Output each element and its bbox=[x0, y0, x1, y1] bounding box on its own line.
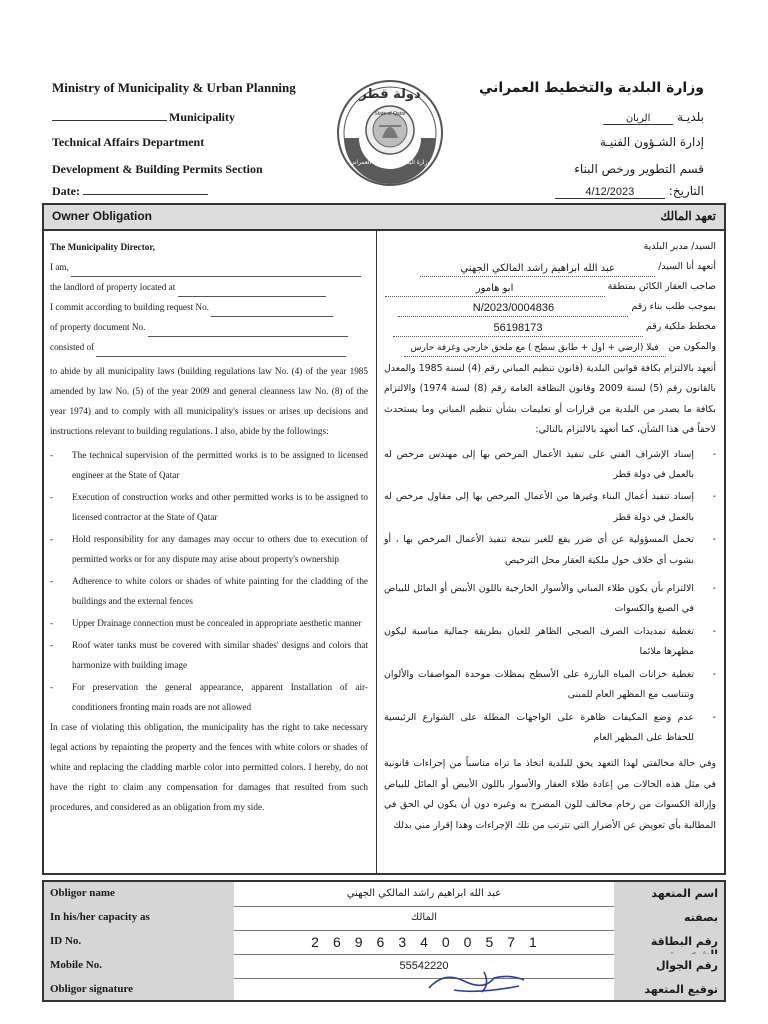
mobile-row bbox=[44, 954, 724, 979]
consisted-value-ar: فيلا (ارضي + اول + طابق سطح ) مع ملحق خارجي وغرفة حارس bbox=[404, 341, 666, 357]
signature-label-ar: توقيع المتعهد bbox=[614, 978, 724, 1000]
ministry-name-en: Ministry of Municipality & Urban Planning bbox=[52, 80, 296, 95]
seal-inner-text: State of Qatar bbox=[374, 111, 406, 117]
date-line-ar: التاريخ:4/12/2023 bbox=[555, 184, 704, 199]
obligor-name-label-ar: اسم المتعهد bbox=[614, 882, 724, 906]
seal-top-text: دولة قطر bbox=[359, 87, 421, 102]
list-item: - الالتزام بأن يكون طلاء المباني والأسوار الخارجية باللون الأبيض أو المائل للبياض في الصبغ والكسوات bbox=[384, 583, 716, 615]
list-item: - تحمل المسؤولية عن أي ضرر يقع للغير نتيجة تنفيذ الأعمال المرخص بها ، أو نشوب أي خلاف حول ملكية العقار محل الترخيص bbox=[384, 534, 716, 566]
date-blank bbox=[83, 194, 208, 195]
seal-bottom-text: وزارة البلدية والتخطيط العمراني bbox=[349, 159, 431, 166]
commit-line-en: I commit according to building request No. bbox=[50, 297, 368, 317]
department-ar: إدارة الشـؤون الفنيـة bbox=[600, 135, 704, 149]
consisted-line-en: consisted of bbox=[50, 337, 368, 357]
list-item: - Hold responsibility for any damages may occur to others due to execution of permitted works or for any dispute may arise about property's ownership bbox=[50, 534, 368, 564]
request-line-ar: بموجب طلب بناء رقم N/2023/0004836 bbox=[384, 297, 716, 317]
document-line-en: of property document No. bbox=[50, 317, 368, 337]
municipality-line-en: Municipality bbox=[52, 110, 235, 125]
capacity-value: المالك bbox=[410, 912, 438, 923]
state-seal-logo bbox=[335, 78, 445, 188]
obligor-name-row bbox=[44, 882, 724, 907]
obligation-closing-ar: وفي حالة مخالفتي لهذا التعهد يحق للبلدية اتخاذ ما تراه مناسباً من إجراءات قانونية في مثل هذه الحالات من إعادة طلاء العقار والأسوار باللون الأبيض أو المائل للبياض وإزالة الكسوات من رخام مخالف للون المصرح به وغيره دون أن يكون لي الحق في المطالبة بأي تعويض عن الأضرار التي تترتب من تلك الإجراءات وهذا إقرار مني بذلك bbox=[384, 758, 716, 831]
obligation-closing-en: In case of violating this obligation, the municipality has the right to take necessary legal actions by repainting the property and the fences with white colors or shades of white and replacing the cladding marble color into permitted colors. I hereby, do not have the right to claim any compensation for damages that resulted from such procedures, and considered as an obligation from my side. bbox=[50, 722, 368, 812]
mobile-label-ar: رقم الجوال bbox=[614, 954, 724, 978]
landlord-line-en: the landlord of property located at bbox=[50, 277, 368, 297]
date-value-ar: 4/12/2023 bbox=[555, 186, 665, 199]
capacity-row bbox=[44, 906, 724, 931]
capacity-label-en: In his/her capacity as bbox=[44, 906, 234, 930]
mobile-label-en: Mobile No. bbox=[44, 954, 234, 978]
list-item: - تغطية خزانات المياه البارزة على الأسطح بمظلات موحدة المواصفات والألوان وتتناسب مع المظهر العام للمبنى bbox=[384, 668, 716, 701]
obligation-items-en bbox=[50, 445, 368, 717]
column-divider bbox=[376, 231, 377, 875]
obligation-items-ar bbox=[384, 445, 716, 749]
department-en: Technical Affairs Department bbox=[52, 135, 205, 149]
list-item: - The technical supervision of the permitted works is to be assigned to licensed engineer at the State of Qatar bbox=[50, 450, 368, 480]
list-item: - Upper Drainage connection must be concealed in appropriate aesthetic manner bbox=[50, 618, 362, 628]
list-item: - تغطية تمديدات الصرف الصحي الظاهر للعيان بطريقة جمالية مناسبة ليكون مظهرها ملائما bbox=[384, 625, 716, 658]
owner-name-value-ar: عبد الله ابراهيم راشد المالكي الجهني bbox=[420, 261, 655, 277]
request-number-value: N/2023/0004836 bbox=[398, 301, 628, 317]
consisted-line-ar: والمكون من فيلا (ارضي + اول + طابق سطح ) مع ملحق خارجي وغرفة حارس bbox=[384, 337, 716, 357]
section-title-en: Owner Obligation bbox=[52, 209, 153, 223]
list-item: - عدم وضع المكيفات ظاهرة على الواجهات المطلة على الشوارع الرئيسية للحفاظ على المظهر العام bbox=[384, 711, 716, 743]
document-line-ar: مخطط ملكية رقم 56198173 bbox=[384, 317, 716, 337]
section-title-bar bbox=[44, 205, 724, 231]
list-item: - Roof water tanks must be covered with similar shades' designs and colors that harmonize with building image bbox=[50, 640, 368, 670]
list-item: - Adherence to white colors or shades of white painting for the cladding of the buildings and the external fences bbox=[50, 576, 368, 606]
english-column bbox=[50, 237, 368, 817]
document-number-value: 56198173 bbox=[393, 321, 643, 337]
landlord-line-ar: صاحب العقار الكائن بمنطقة ابو هامور bbox=[384, 277, 716, 297]
ministry-name-ar: وزارة البلدية والتخطيط العمراني bbox=[478, 80, 704, 96]
obligation-body-ar: أتعهد بالالتزام بكافة قوانين البلدية (قانون تنظيم المباني رقم (4) لسنة 1985 والمعدل بالقانون رقم (5) لسنة 2009 وقانون النظافة العامة رقم (8) لسنة 1974) والالتزام بكافة ما يصدر من البلدية من قرارات أو تعليمات بشأن تنظيم المباني وما يستحدث لاحقاً في هذا الشأن، كما أتعهد بالالتزام بالتالي: bbox=[384, 363, 716, 436]
arabic-column bbox=[384, 237, 716, 836]
obligation-body-en: to abide by all municipality laws (building regulations law No. (4) of the year 1985 amended by law No. (5) of the year 2009 and general cleanness law No. (8) of the year 1974) and to comply with all municipality's issues or arises up decisions and instructions relevant to building regulations. I also, abide by the followings: bbox=[50, 366, 368, 436]
date-line-en: Date: bbox=[52, 184, 208, 199]
list-item: - إسناد الإشراف الفني على تنفيذ الأعمال المرخص بها إلى مهندس مرخص له بالعمل في دولة قطر bbox=[384, 448, 716, 481]
i-am-line-en: I am, bbox=[50, 257, 368, 277]
list-item: - Execution of construction works and other permitted works is to be assigned to licensed contractor at the State of Qatar bbox=[50, 492, 368, 522]
section-ar: قسم التطوير ورخص البناء bbox=[574, 162, 704, 176]
section-title-ar: تعهد المالك bbox=[660, 209, 716, 223]
section-en: Development & Building Permits Section bbox=[52, 162, 263, 176]
list-item: - إسناد تنفيذ أعمال البناء وغيرها من الأعمال المرخص بها إلى مقاول مرخص له بالعمل في دولة قطر bbox=[384, 491, 716, 523]
salutation-ar: السيد/ مدير البلدية bbox=[643, 241, 716, 252]
list-item: - For preservation the general appearance, apparent Installation of air-conditioners fronting main roads are not allowed bbox=[50, 682, 368, 712]
handwritten-signature bbox=[424, 966, 534, 996]
obligor-name-value: عبد الله ابراهيم راشد المالكي الجهني bbox=[346, 888, 502, 899]
location-value-ar: ابو هامور bbox=[385, 281, 605, 297]
id-label-ar: رقم البطاقة bbox=[614, 930, 724, 954]
owner-obligation-box bbox=[42, 203, 726, 875]
signature-label-en: Obligor signature bbox=[44, 978, 234, 1000]
capacity-label-ar: بصفته bbox=[614, 906, 724, 930]
id-number-value: 26963400571 bbox=[311, 934, 551, 950]
municipality-blank bbox=[52, 120, 167, 121]
municipality-value-ar: الريان bbox=[603, 113, 673, 125]
id-label-en: ID No. bbox=[44, 930, 234, 954]
mobile-number-value: 55542220 bbox=[399, 960, 449, 972]
obligor-name-label-en: Obligor name bbox=[44, 882, 234, 906]
i-am-line-ar: أتعهد أنا السيد/ عبد الله ابراهيم راشد المالكي الجهني bbox=[384, 257, 716, 277]
obligor-details-table bbox=[42, 880, 726, 1002]
salutation-en: The Municipality Director, bbox=[50, 242, 155, 252]
municipality-line-ar: بلديـةالريان bbox=[603, 110, 704, 125]
signature-row bbox=[44, 978, 724, 1000]
id-row bbox=[44, 930, 724, 955]
